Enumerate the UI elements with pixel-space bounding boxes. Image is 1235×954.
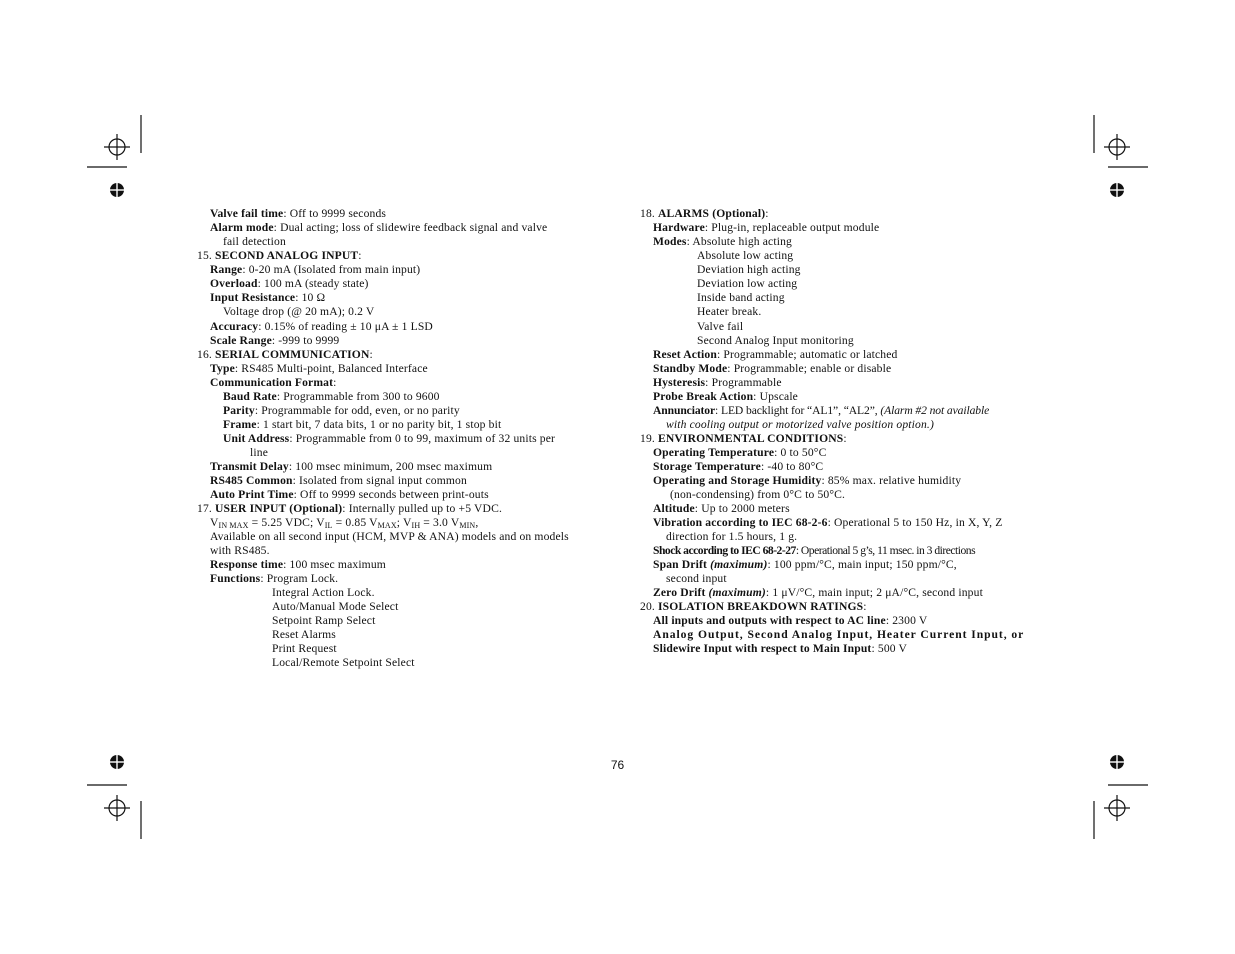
vibration-cont: direction for 1.5 hours, 1 g. [666, 530, 798, 543]
section-16-heading: 16. SERIAL COMMUNICATION: [197, 348, 373, 361]
voltage-drop: Voltage drop (@ 20 mA); 0.2 V [223, 305, 375, 318]
mode-item: Second Analog Input monitoring [697, 334, 854, 347]
communication-format: Communication Format: [210, 376, 337, 389]
hardware: Hardware: Plug-in, replaceable output module [653, 221, 880, 234]
probe-break-action: Probe Break Action: Upscale [653, 390, 798, 403]
response-time: Response time: 100 msec maximum [210, 558, 386, 571]
function-item: Setpoint Ramp Select [272, 614, 376, 627]
reset-action: Reset Action: Programmable; automatic or latched [653, 348, 898, 361]
function-item: Auto/Manual Mode Select [272, 600, 399, 613]
function-item: Local/Remote Setpoint Select [272, 656, 415, 669]
span-drift: Span Drift (maximum): 100 ppm/°C, main input; 150 ppm/°C, [653, 558, 957, 571]
page-number: 76 [610, 758, 625, 772]
vibration: Vibration according to IEC 68-2-6: Operational 5 to 150 Hz, in X, Y, Z [653, 516, 1003, 529]
availability-note: Available on all second input (HCM, MVP & ANA) models and on models [210, 530, 569, 543]
all-inputs-rating: All inputs and outputs with respect to AC line: 2300 V [653, 614, 928, 627]
operating-temperature: Operating Temperature: 0 to 50°C [653, 446, 827, 459]
altitude: Altitude: Up to 2000 meters [653, 502, 790, 515]
rs485-common: RS485 Common: Isolated from signal input common [210, 474, 467, 487]
transmit-delay: Transmit Delay: 100 msec minimum, 200 msec maximum [210, 460, 493, 473]
hysteresis: Hysteresis: Programmable [653, 376, 782, 389]
mode-item: Deviation high acting [697, 263, 801, 276]
standby-mode: Standby Mode: Programmable; enable or disable [653, 362, 892, 375]
function-item: Reset Alarms [272, 628, 336, 641]
accuracy: Accuracy: 0.15% of reading ± 10 μA ± 1 LSD [210, 320, 433, 333]
annunciator-cont: with cooling output or motorized valve position option.) [666, 418, 934, 431]
mode-item: Valve fail [697, 320, 744, 333]
valve-fail-time: Valve fail time: Off to 9999 seconds [210, 207, 387, 220]
alarm-mode-cont: fail detection [223, 235, 286, 248]
overload: Overload: 100 mA (steady state) [210, 277, 369, 290]
unit-address-cont: line [250, 446, 268, 459]
mode-item: Inside band acting [697, 291, 785, 304]
section-19-heading: 19. ENVIRONMENTAL CONDITIONS: [640, 432, 847, 445]
humidity-cont: (non-condensing) from 0°C to 50°C. [670, 488, 846, 501]
type: Type: RS485 Multi-point, Balanced Interface [210, 362, 428, 375]
modes: Modes: Absolute high acting [653, 235, 792, 248]
shock: Shock according to IEC 68-2-27: Operational 5 g’s, 11 msec. in 3 directions [653, 544, 976, 557]
auto-print-time: Auto Print Time: Off to 9999 seconds between print-outs [210, 488, 489, 501]
section-17-heading: 17. USER INPUT (Optional): Internally pulled up to +5 VDC. [197, 502, 503, 515]
humidity: Operating and Storage Humidity: 85% max. relative humidity [653, 474, 962, 487]
mode-item: Heater break. [697, 305, 762, 318]
function-item: Integral Action Lock. [272, 586, 375, 599]
span-drift-cont: second input [666, 572, 727, 585]
mode-item: Absolute low acting [697, 249, 794, 262]
range: Range: 0-20 mA (Isolated from main input) [210, 263, 421, 276]
baud-rate: Baud Rate: Programmable from 300 to 9600 [223, 390, 440, 403]
input-resistance: Input Resistance: 10 Ω [210, 291, 326, 304]
zero-drift: Zero Drift (maximum): 1 μV/°C, main input; 2 μA/°C, second input [653, 586, 983, 599]
voltage-levels: $V_{IN MAX} = 5.25$ VDC; $V_{IL} = 0.85$ $V_{MAX}$; $V_{IH} = 3.0$ $V_{MIN}$, [210, 516, 479, 530]
section-15-heading: 15. SECOND ANALOG INPUT: [197, 249, 362, 262]
slidewire-rating: Slidewire Input with respect to Main Input: 500 V [653, 642, 908, 655]
parity: Parity: Programmable for odd, even, or no parity [223, 404, 460, 417]
mode-item: Deviation low acting [697, 277, 798, 290]
scale-range: Scale Range: -999 to 9999 [210, 334, 340, 347]
analog-output-rating: Analog Output, Second Analog Input, Heater Current Input, or [653, 628, 1025, 641]
unit-address: Unit Address: Programmable from 0 to 99, maximum of 32 units per [223, 432, 556, 445]
function-item: Print Request [272, 642, 337, 655]
section-18-heading: 18. ALARMS (Optional): [640, 207, 769, 220]
alarm-mode: Alarm mode: Dual acting; loss of slidewire feedback signal and valve [210, 221, 548, 234]
section-20-heading: 20. ISOLATION BREAKDOWN RATINGS: [640, 600, 867, 613]
storage-temperature: Storage Temperature: -40 to 80°C [653, 460, 824, 473]
availability-note-cont: with RS485. [210, 544, 270, 557]
annunciator: Annunciator: LED backlight for “AL1”, “AL2”, (Alarm #2 not available [653, 404, 990, 417]
frame: Frame: 1 start bit, 7 data bits, 1 or no parity bit, 1 stop bit [223, 418, 502, 431]
functions: Functions: Program Lock. [210, 572, 339, 585]
